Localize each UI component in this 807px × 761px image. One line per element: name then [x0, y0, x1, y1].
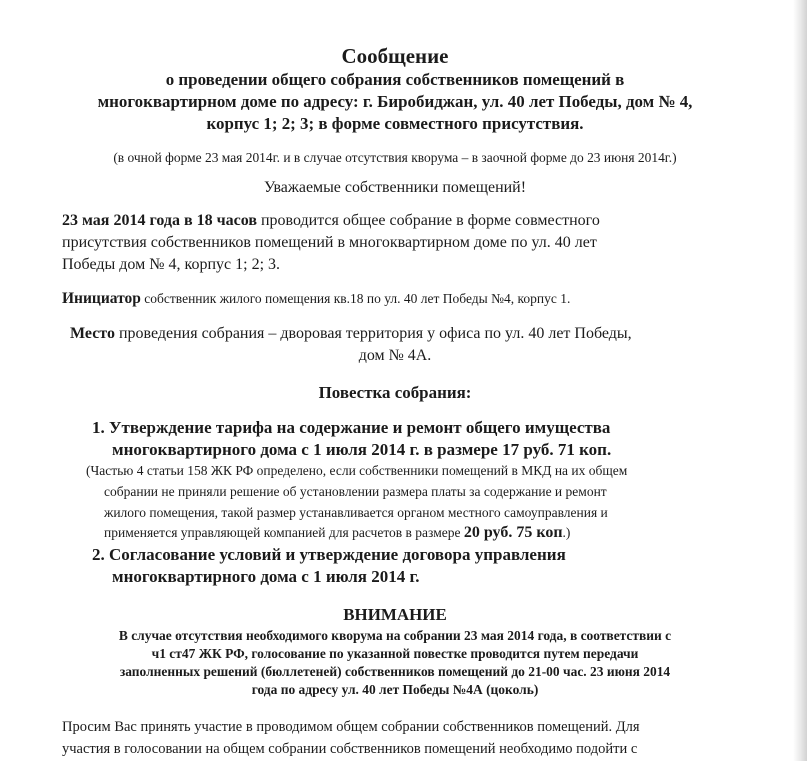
agenda-note: (Частью 4 статьи 158 ЖК РФ определено, если собственники помещений в МКД на их общем [86, 463, 628, 478]
paragraph-text: проводится общее собрание в форме совместного [256, 212, 600, 229]
agenda-item-1-cont: многоквартирного дома с 1 июля 2014 г. в размере 17 руб. 71 коп. [112, 440, 612, 459]
initiator-line [62, 290, 570, 308]
attention-line: ч1 ст47 ЖК РФ, голосование по указанной повестке проводится путем передачи [151, 646, 639, 661]
note-end: .) [562, 525, 571, 540]
closing-line: участия в голосовании на общем собрании собственников помещений необходимо подойти с [62, 741, 638, 757]
initiator-label: Инициатор [62, 290, 141, 307]
subtitle-line: корпус 1; 2; 3; в форме совместного присутствия. [206, 114, 584, 133]
note-text: применяется управляющей компанией для расчетов в размере [104, 525, 464, 540]
agenda-note: жилого помещения, такой размер устанавливается органом местного самоуправления и [104, 505, 608, 520]
attention-line: заполненных решений (бюллетеней) собственников помещений до 21-00 час. 23 июня 2014 [119, 664, 671, 679]
note-amount: 20 руб. 75 коп [463, 524, 563, 541]
meeting-date-time: 23 мая 2014 года в 18 часов [62, 212, 257, 229]
subtitle-line: многоквартирном доме по адресу: г. Биробиджан, ул. 40 лет Победы, дом № 4, [97, 92, 693, 111]
page-edge-shadow [793, 0, 807, 761]
place-line-2: дом № 4А. [358, 347, 432, 364]
closing-line: Просим Вас принять участие в проводимом общем собрании собственников помещений. Для [62, 719, 640, 735]
meeting-date-paragraph [62, 212, 600, 230]
initiator-text: собственник жилого помещения кв.18 по ул. 40 лет Победы №4, корпус 1. [140, 291, 571, 306]
agenda-note [104, 524, 570, 542]
paragraph-line: Победы дом № 4, корпус 1; 2; 3. [62, 256, 281, 273]
document-title: Сообщение [341, 44, 449, 68]
paragraph-line: присутствия собственников помещений в многоквартирном доме по ул. 40 лет [62, 234, 597, 251]
place-text: проведения собрания – дворовая территория у офиса по ул. 40 лет Победы, [114, 325, 632, 342]
place-line [70, 325, 632, 343]
form-note: (в очной форме 23 мая 2014г. и в случае отсутствия кворума – в заочной форме до 23 июня 2014г.) [113, 150, 677, 165]
agenda-note: собрании не приняли решение об установлении размера платы за содержание и ремонт [104, 484, 607, 499]
agenda-item-2: 2. Согласование условий и утверждение договора управления [92, 545, 566, 564]
agenda-item-1: 1. Утверждение тарифа на содержание и ремонт общего имущества [92, 418, 611, 437]
agenda-item-2-cont: многоквартирного дома с 1 июля 2014 г. [112, 567, 420, 586]
place-label: Место [70, 325, 115, 342]
attention-line: года по адресу ул. 40 лет Победы №4А (цоколь) [251, 682, 539, 697]
subtitle-line: о проведении общего собрания собственников помещений в [165, 70, 625, 89]
greeting: Уважаемые собственники помещений! [263, 179, 527, 196]
agenda-title: Повестка собрания: [318, 383, 472, 402]
attention-line: В случае отсутствия необходимого кворума на собрании 23 мая 2014 года, в соответствии с [118, 628, 672, 643]
attention-title: ВНИМАНИЕ [343, 605, 447, 624]
